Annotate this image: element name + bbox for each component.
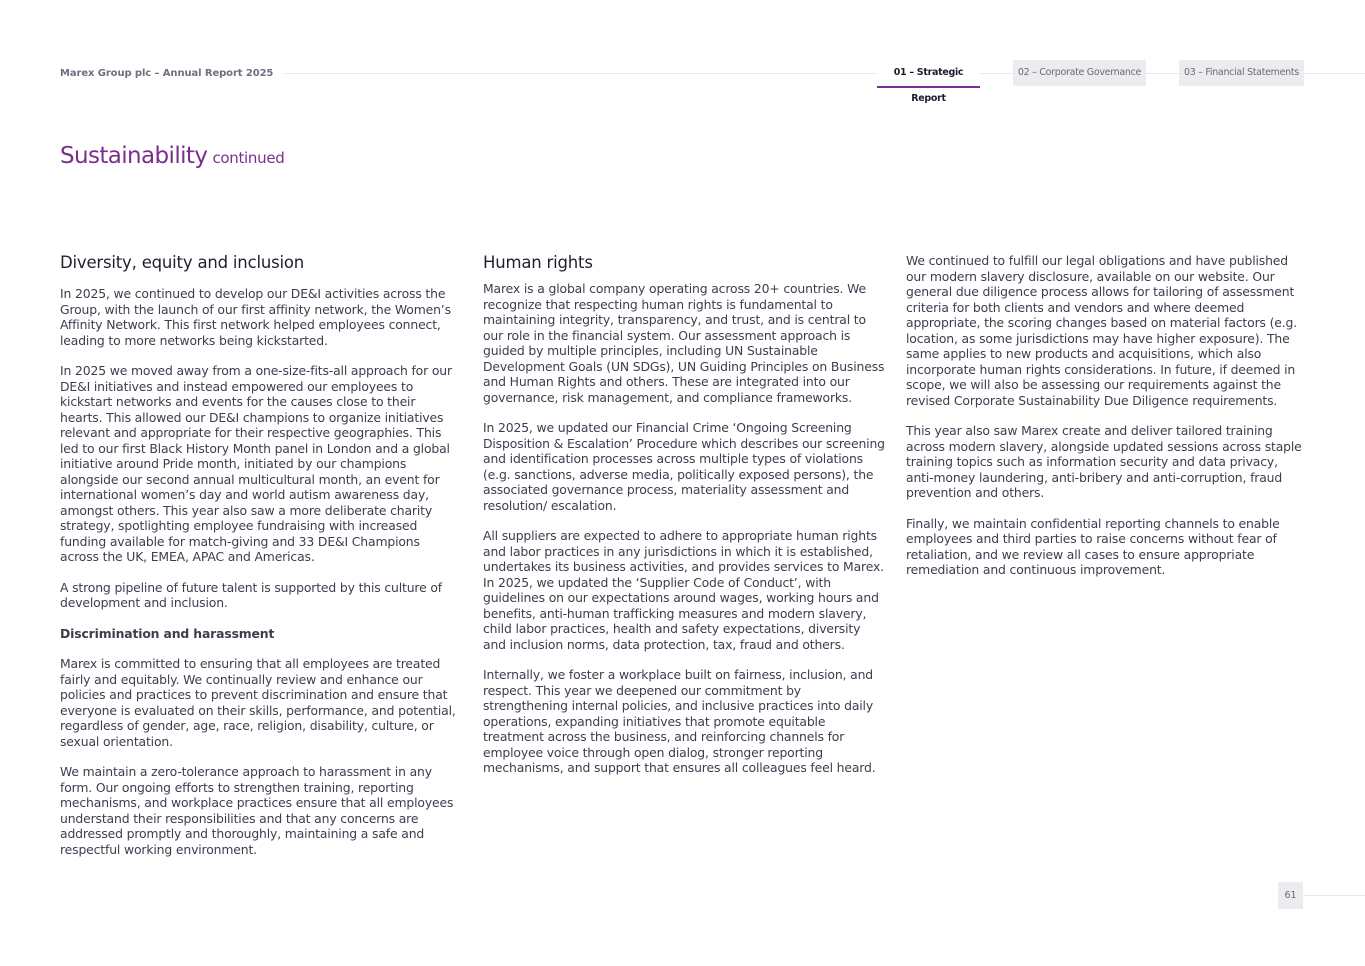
column-dei <box>60 252 460 872</box>
tab-corporate-governance[interactable]: 02 – Corporate Governance <box>1013 60 1146 86</box>
page-title-main: Sustainability <box>60 143 208 169</box>
page-number: 61 <box>1278 882 1303 909</box>
column-human-rights-continued <box>906 253 1306 593</box>
paragraph: We continued to fulfill our legal obligations and have published our modern slavery disclosure, available on our website. Our general due diligence process allows for tailoring of assessment criteria for both clients and vendors and where deemed appropriate, the scoring changes based on material factors (e.g. location, as some jurisdictions may have higher exposure). The same applies to new products and acquisitions, which also incorporate human rights considerations. In future, if deemed in scope, we will also be assessing our requirements against the revised Corporate Sustainability Due Diligence requirements. <box>906 253 1298 408</box>
page-title-suffix: continued <box>212 149 285 167</box>
paragraph: Marex is committed to ensuring that all employees are treated fairly and equitably. We continually review and enhance our policies and practices to prevent discrimination and ensure that everyone is evaluated on their skills, performance, and potential, regardless of gender, age, race, religion, disability, culture, or sexual orientation. <box>60 656 456 749</box>
paragraph: Internally, we foster a workplace built on fairness, inclusion, and respect. This year we deepened our commitment by strengthening internal policies, and inclusive practices into daily operations, expanding initiatives that promote equitable treatment across the business, and reinforcing channels for employee voice through open dialog, stronger reporting mechanisms, and support that ensures all colleagues feel heard. <box>483 667 876 775</box>
page-title <box>60 143 284 169</box>
paragraph: We maintain a zero-tolerance approach to harassment in any form. Our ongoing efforts to strengthen training, reporting mechanisms, and workplace practices ensure that all employees understand their responsibilities and that any concerns are addressed promptly and thoroughly, maintaining a safe and respectful working environment. <box>60 764 454 857</box>
tab-strategic-report[interactable]: 01 – Strategic Report <box>877 60 980 88</box>
tab-financial-statements[interactable]: 03 – Financial Statements <box>1179 60 1304 86</box>
paragraph: Finally, we maintain confidential reporting channels to enable employees and third parties to raise concerns without fear of retaliation, and we review all cases to ensure appropriate remediation and continuous improvement. <box>906 515 1280 577</box>
section-heading-human-rights: Human rights <box>483 253 593 272</box>
document-title: Marex Group plc – Annual Report 2025 <box>60 68 285 79</box>
subheading-discrimination: Discrimination and harassment <box>60 625 275 641</box>
paragraph: Marex is a global company operating across 20+ countries. We recognize that respecting human rights is fundamental to maintaining integrity, transparency, and trust, and is central to our role in the financial system. Our assessment approach is guided by multiple principles, including UN Sustainable Development Goals (UN SDGs), UN Guiding Principles on Business and Human Rights and others. These are integrated into our governance, risk management, and compliance frameworks. <box>483 281 885 405</box>
section-heading-dei: Diversity, equity and inclusion <box>60 253 305 272</box>
column-human-rights <box>483 252 886 791</box>
section-tabs <box>0 60 1365 104</box>
paragraph: A strong pipeline of future talent is supported by this culture of development and inclusion. <box>60 579 443 610</box>
paragraph: All suppliers are expected to adhere to appropriate human rights and labor practices in any jurisdictions in which it is established, undertakes its business activities, and provides services to Marex. In 2025, we updated the ‘Supplier Code of Conduct’, with guidelines on our expectations around wages, working hours and benefits, anti-human trafficking measures and modern slavery, child labor practices, health and safety expectations, diversity and inclusion norms, data protection, tax, fraud and others. <box>483 528 884 652</box>
paragraph: In 2025, we continued to develop our DE&I activities across the Group, with the launch of our first affinity network, the Women’s Affinity Network. This first network helped employees connect, leading to more networks being kickstarted. <box>60 286 451 348</box>
paragraph: In 2025, we updated our Financial Crime ‘Ongoing Screening Disposition & Escalation’ Procedure which describes our screening and identification processes across multiple types of violations (e.g. sanctions, adverse media, politically exposed persons), the associated governance process, materiality assessment and resolution/ escalation. <box>483 420 885 513</box>
paragraph: In 2025 we moved away from a one-size-fits-all approach for our DE&I initiatives and instead empowered our employees to kickstart networks and events for the causes close to their hearts. This allowed our DE&I champions to organize initiatives relevant and appropriate for their respective geographies. This led to our first Black History Month panel in London and a global initiative around Pride month, initiated by our champions alongside our second annual multicultural month, an event for international women’s day and world autism awareness day, amongst others. This year also saw a more deliberate charity strategy, spotlighting employee fundraising with increased funding available for match-giving and 33 DE&I Champions across the UK, EMEA, APAC and Americas. <box>60 363 452 564</box>
paragraph: This year also saw Marex create and deliver tailored training across modern slavery, alongside updated sessions across staple training topics such as information security and data privacy, anti-money laundering, anti-bribery and anti-corruption, fraud prevention and others. <box>906 423 1302 500</box>
